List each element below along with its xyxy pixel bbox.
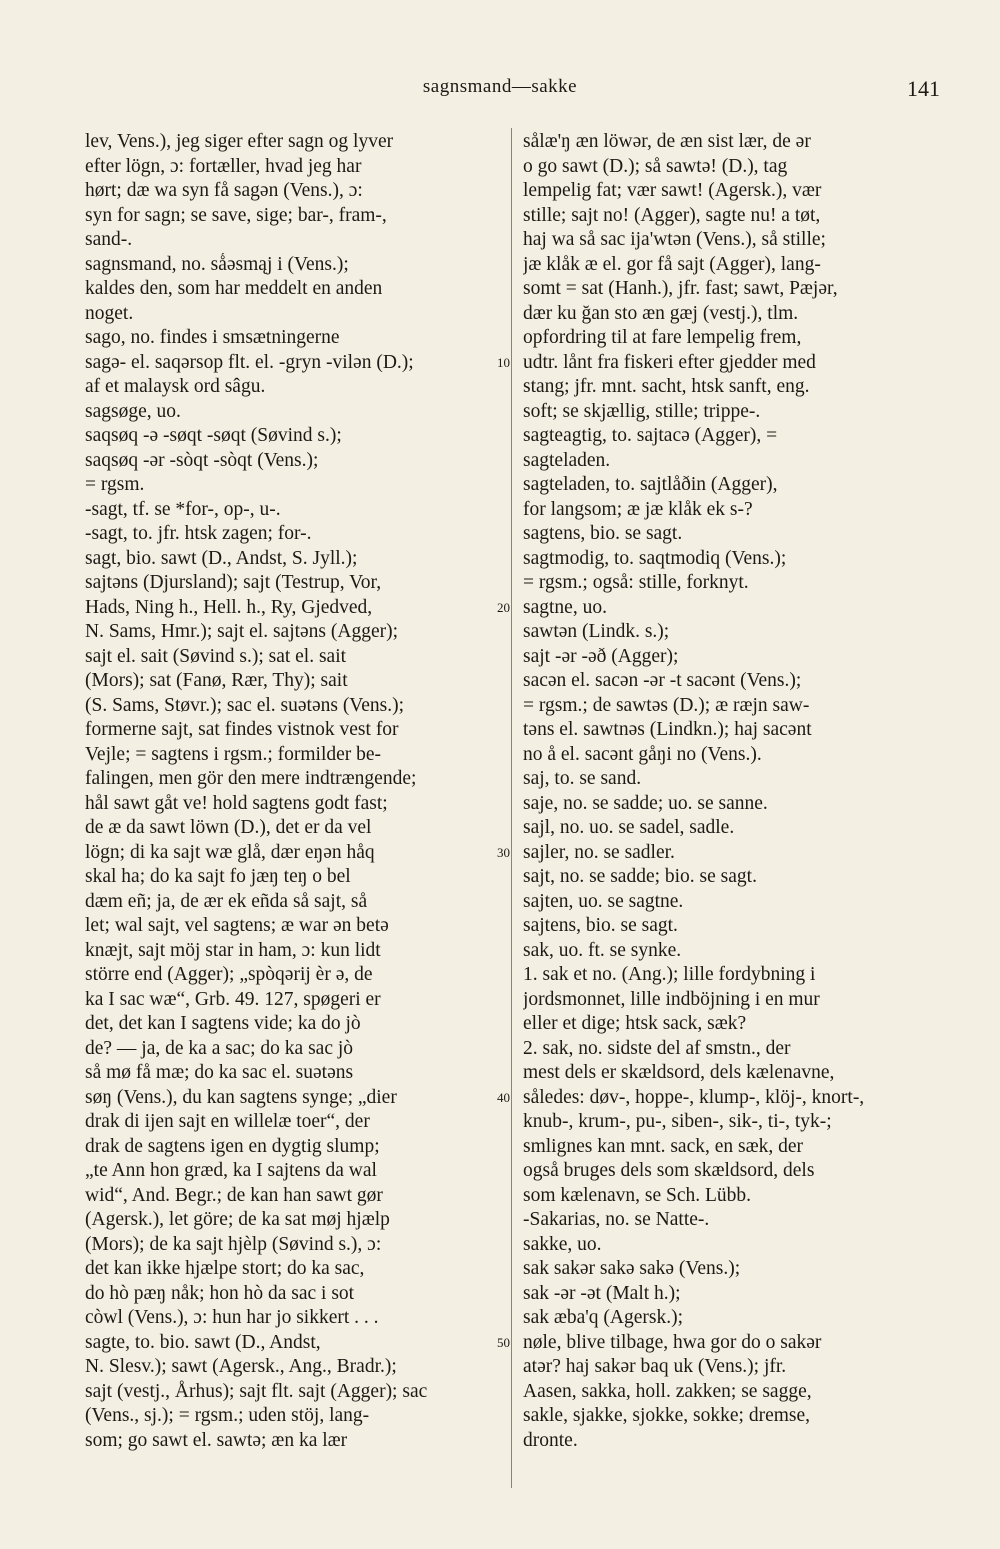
- text-line: Hads, Ning h., Hell. h., Ry, Gjedved,: [85, 596, 373, 618]
- text-line: sålæ'ŋ æn löwər, de æn sist lær, de ər: [523, 131, 811, 152]
- text-line: atər? haj sakər baq uk (Vens.); jfr.: [523, 1356, 787, 1377]
- text-line: så mø få mæ; do ka sac el. suətəns: [85, 1062, 354, 1083]
- text-line: også bruges dels som skældsord, dels: [523, 1160, 815, 1181]
- text-line: sagtmodig, to. saqtmodiq (Vens.);: [523, 547, 787, 569]
- text-line: = rgsm.: [85, 474, 145, 495]
- text-line: som; go sawt el. sawtə; æn ka lær: [85, 1429, 348, 1451]
- text-line: således: døv-, hoppe-, klump-, klöj-, knort-,: [523, 1086, 865, 1108]
- text-line: sagsøge, uo.: [85, 400, 181, 422]
- text-line: Aasen, sakka, holl. zakken; se sagge,: [523, 1380, 812, 1402]
- text-line: sagteagtig, to. sajtacə (Agger), =: [523, 425, 778, 446]
- text-line: efter lögn, ɔ: fortæller, hvad jeg har: [85, 155, 362, 177]
- text-line: „te Ann hon græd, ka I sajtens da wal: [85, 1160, 377, 1181]
- text-line: sakke, uo.: [523, 1233, 602, 1255]
- text-line: sakle, sjakke, sjokke, sokke; dremse,: [523, 1405, 811, 1426]
- text-line: 2. sak, no. sidste del af smstn., der: [523, 1037, 791, 1059]
- text-line: sagə- el. saqərsop flt. el. -gryn -vilən (D.);: [85, 351, 414, 373]
- text-line: = rgsm.; også: stille, forknyt.: [523, 572, 749, 593]
- text-line: Vejle; = sagtens i rgsm.; formilder be-: [85, 743, 382, 765]
- text-line: haj wa så sac ija'wtən (Vens.), så stille;: [523, 229, 826, 250]
- text-line: sagtne, uo.: [523, 596, 607, 618]
- text-line: do hò pæŋ nåk; hon hò da sac i sot: [85, 1282, 355, 1304]
- text-line: noget.: [85, 302, 134, 324]
- text-line: sagnsmand, no. sǻəsmąj i (Vens.);: [85, 253, 349, 275]
- text-line: sagteladen.: [523, 449, 611, 471]
- text-line: syn for sagn; se save, sige; bar-, fram-,: [85, 204, 387, 226]
- column-rule: [511, 128, 512, 1488]
- text-line: stang; jfr. mnt. sacht, htsk sanft, eng.: [523, 376, 810, 397]
- text-line: lempelig fat; vær sawt! (Agersk.), vær: [523, 180, 822, 201]
- text-line: sajtens, bio. se sagt.: [523, 915, 678, 936]
- page-header: [0, 72, 1000, 106]
- text-line: kaldes den, som har meddelt en anden: [85, 278, 383, 299]
- text-line: mest dels er skældsord, dels kælenavne,: [523, 1062, 835, 1083]
- text-line: sajt el. sait (Søvind s.); sat el. sait: [85, 645, 347, 667]
- running-head: sagnsmand—sakke: [422, 76, 578, 97]
- text-line: knub-, krum-, pu-, siben-, sik-, ti-, tyk-;: [523, 1111, 832, 1132]
- text-line: af et malaysk ord sâgu.: [85, 376, 266, 397]
- line-number: 20: [497, 599, 510, 615]
- text-line: let; wal sajt, vel sagtens; æ war ən betə: [85, 915, 389, 936]
- line-number: 30: [497, 844, 510, 860]
- text-line: -sagt, tf. se *for-, op-, u-.: [85, 498, 281, 520]
- text-line: sagt, bio. sawt (D., Andst, S. Jyll.);: [85, 547, 358, 569]
- text-line: for langsom; æ jæ klåk ek s-?: [523, 498, 753, 520]
- right-column: [523, 130, 943, 1453]
- text-line: = rgsm.; de sawtəs (D.); æ ræjn saw-: [523, 694, 810, 716]
- text-line: det, det kan I sagtens vide; ka do jò: [85, 1013, 361, 1034]
- text-line: sajl, no. uo. se sadel, sadle.: [523, 817, 735, 838]
- text-line: sak æba'q (Agersk.);: [523, 1307, 684, 1328]
- line-number: 10: [497, 354, 510, 370]
- text-line: sawtən (Lindk. s.);: [523, 621, 670, 642]
- text-line: -sagt, to. jfr. htsk zagen; for-.: [85, 523, 312, 544]
- text-line: stille; sajt no! (Agger), sagte nu! a tøt,: [523, 204, 821, 226]
- text-line: sak, uo. ft. se synke.: [523, 939, 682, 961]
- text-line: dæm eñ; ja, de ær ek eñda så sajt, så: [85, 890, 368, 912]
- text-line: sajt, no. se sadde; bio. se sagt.: [523, 866, 757, 887]
- text-line: sajler, no. se sadler.: [523, 841, 675, 863]
- text-line: jordsmonnet, lille indböjning i en mur: [523, 988, 820, 1010]
- text-line: no å el. sacənt gåŋi no (Vens.).: [523, 743, 762, 765]
- text-line: de æ da sawt löwn (D.), det er da vel: [85, 817, 372, 838]
- text-line: somt = sat (Hanh.), jfr. fast; sawt, Pæjər,: [523, 278, 838, 299]
- text-line: nøle, blive tilbage, hwa gor do o sakər: [523, 1331, 822, 1353]
- left-column: [85, 130, 505, 1453]
- text-line: sagte, to. bio. sawt (D., Andst,: [85, 1331, 321, 1353]
- text-line: 1. sak et no. (Ang.); lille fordybning i: [523, 964, 816, 985]
- text-line: udtr. lånt fra fiskeri efter gjedder med: [523, 351, 816, 373]
- text-line: jæ klåk æ el. gor få sajt (Agger), lang-: [523, 253, 821, 275]
- text-line: lögn; di ka sajt wæ glå, dær eŋən håq: [85, 841, 375, 863]
- text-line: (S. Sams, Støvr.); sac el. suətəns (Vens.);: [85, 694, 405, 716]
- text-line: sagteladen, to. sajtlåðin (Agger),: [523, 474, 778, 495]
- text-line: ka I sac wæ“, Grb. 49. 127, spøgeri er: [85, 988, 381, 1010]
- text-line: sak sakər sakə sakə (Vens.);: [523, 1258, 741, 1279]
- text-line: (Agersk.), let göre; de ka sat møj hjælp: [85, 1209, 390, 1230]
- text-line: sand-.: [85, 229, 133, 250]
- text-line: drak di ijen sajt en willelæ toer“, der: [85, 1111, 370, 1132]
- text-line: sajten, uo. se sagtne.: [523, 890, 684, 912]
- text-line: sacən el. sacən -ər -t sacənt (Vens.);: [523, 670, 802, 691]
- text-line: còwl (Vens.), ɔ: hun har jo sikkert . . .: [85, 1307, 379, 1328]
- text-line: təns el. sawtnəs (Lindkn.); haj sacənt: [523, 719, 812, 740]
- text-line: -Sakarias, no. se Natte-.: [523, 1209, 710, 1230]
- text-line: N. Sams, Hmr.); sajt el. sajtəns (Agger);: [85, 621, 399, 642]
- text-line: dronte.: [523, 1429, 578, 1451]
- line-number: 40: [497, 1089, 510, 1105]
- text-line: hørt; dæ wa syn få sagən (Vens.), ɔ:: [85, 180, 363, 201]
- text-line: N. Slesv.); sawt (Agersk., Ang., Bradr.);: [85, 1356, 397, 1377]
- text-line: saj, to. se sand.: [523, 768, 642, 789]
- line-number: 50: [497, 1334, 510, 1350]
- text-line: formerne sajt, sat findes vistnok vest for: [85, 719, 399, 740]
- text-line: sak -ər -ət (Malt h.);: [523, 1282, 681, 1304]
- text-line: skal ha; do ka sajt fo jæŋ teŋ o bel: [85, 866, 351, 887]
- text-line: sajt -ər -əð (Agger);: [523, 645, 679, 667]
- text-line: wid“, And. Begr.; de kan han sawt gør: [85, 1184, 383, 1206]
- text-line: eller et dige; htsk sack, sæk?: [523, 1013, 747, 1034]
- text-line: dær ku ğan sto æn gæj (vestj.), tlm.: [523, 302, 799, 324]
- text-line: saqsøq -ə -søqt -søqt (Søvind s.);: [85, 425, 342, 446]
- text-line: søŋ (Vens.), du kan sagtens synge; „dier: [85, 1086, 397, 1108]
- text-line: sajtəns (Djursland); sajt (Testrup, Vor,: [85, 572, 382, 593]
- text-line: (Mors); sat (Fanø, Rær, Thy); sait: [85, 670, 348, 691]
- text-line: saqsøq -ər -sòqt -sòqt (Vens.);: [85, 449, 319, 471]
- text-line: opfordring til at fare lempelig frem,: [523, 327, 802, 348]
- page-number: 141: [907, 76, 940, 101]
- text-line: det kan ikke hjælpe stort; do ka sac,: [85, 1258, 365, 1279]
- text-line: saje, no. se sadde; uo. se sanne.: [523, 792, 768, 814]
- text-line: som kælenavn, se Sch. Lübb.: [523, 1184, 752, 1206]
- text-line: knæjt, sajt möj star in ham, ɔ: kun lidt: [85, 939, 381, 961]
- text-line: större end (Agger); „spòqərij èr ə, de: [85, 964, 373, 985]
- text-line: sago, no. findes i smsætningerne: [85, 327, 340, 348]
- text-line: soft; se skjællig, stille; trippe-.: [523, 400, 761, 422]
- text-line: falingen, men gör den mere indtrængende;: [85, 768, 417, 789]
- text-line: o go sawt (D.); så sawtə! (D.), tag: [523, 155, 788, 177]
- text-line: sajt (vestj., Århus); sajt flt. sajt (Agger); sac: [85, 1380, 428, 1402]
- text-line: hål sawt gåt ve! hold sagtens godt fast;: [85, 792, 388, 814]
- text-line: (Mors); de ka sajt hjèlp (Søvind s.), ɔ:: [85, 1233, 382, 1255]
- text-line: (Vens., sj.); = rgsm.; uden stöj, lang-: [85, 1405, 370, 1426]
- text-line: lev, Vens.), jeg siger efter sagn og lyver: [85, 131, 394, 152]
- text-line: drak de sagtens igen en dygtig slump;: [85, 1135, 380, 1157]
- text-line: smlignes kan mnt. sack, en sæk, der: [523, 1135, 803, 1157]
- text-line: sagtens, bio. se sagt.: [523, 523, 683, 544]
- text-line: de? — ja, de ka a sac; do ka sac jò: [85, 1037, 354, 1059]
